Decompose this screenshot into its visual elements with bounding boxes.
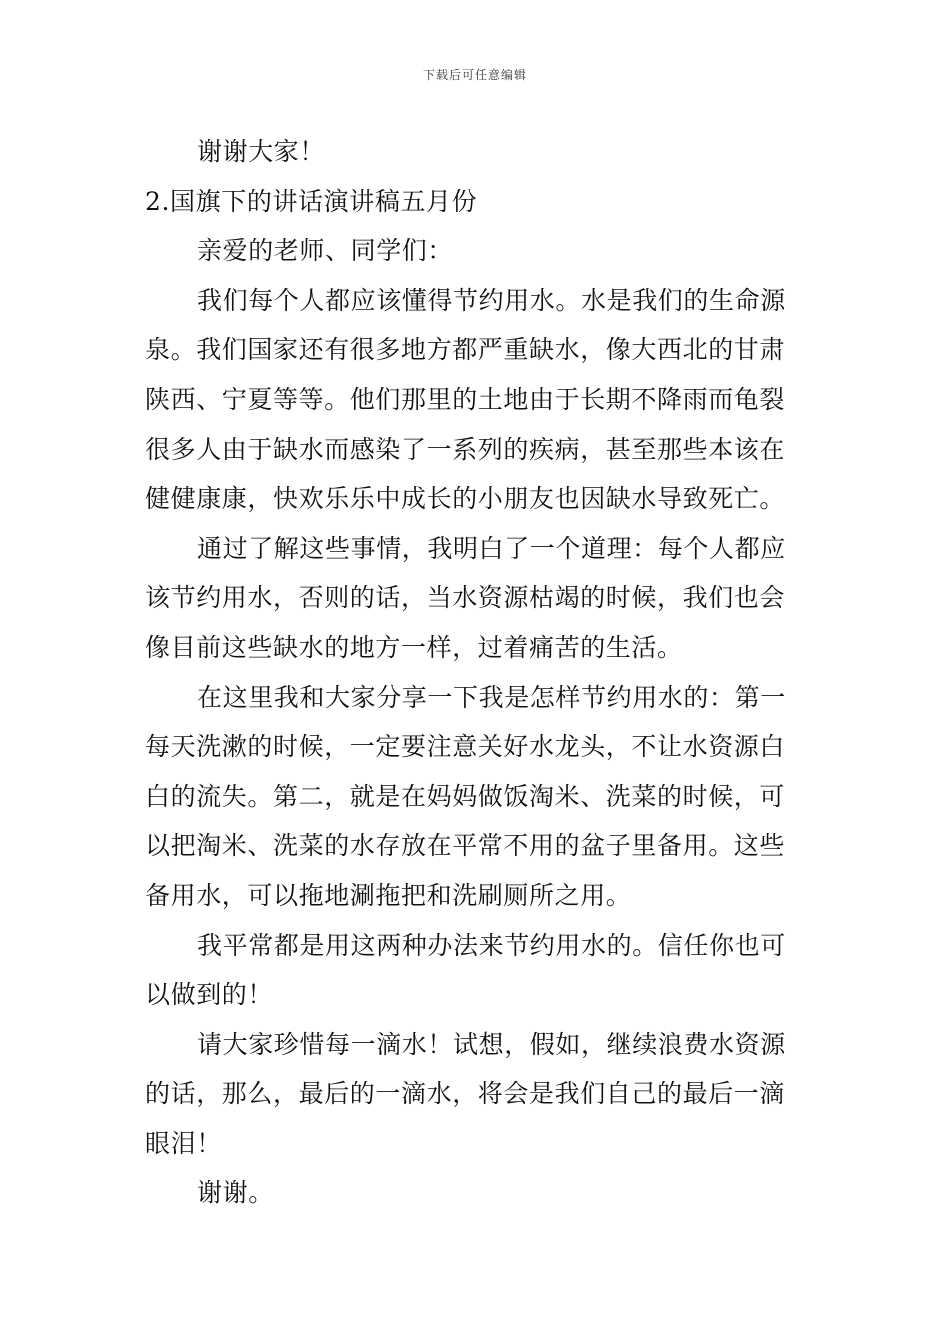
text-line: 像目前这些缺水的地方一样，过着痛苦的生活。 bbox=[145, 632, 683, 662]
text-line: 以把淘米、洗菜的水存放在平常不用的盆子里备用。这些 bbox=[145, 831, 786, 861]
text-line: 眼泪！ bbox=[145, 1128, 222, 1158]
text-line: 以做到的！ bbox=[145, 980, 274, 1010]
section-heading: 2.国旗下的讲话演讲稿五月份 bbox=[145, 186, 478, 216]
text-line: 陕西、宁夏等等。他们那里的土地由于长期不降雨而龟裂 bbox=[145, 384, 786, 414]
text-line: 每天洗漱的时候，一定要注意关好水龙头，不让水资源白 bbox=[145, 732, 786, 762]
text-line: 通过了解这些事情，我明白了一个道理：每个人都应 bbox=[197, 533, 786, 563]
closing-line: 谢谢。 bbox=[197, 1178, 274, 1208]
text-line: 泉。我们国家还有很多地方都严重缺水，像大西北的甘肃 bbox=[145, 335, 786, 365]
document-body bbox=[145, 127, 807, 1218]
text-line: 我平常都是用这两种办法来节约用水的。信任你也可 bbox=[197, 930, 786, 960]
page-header: 下载后可任意编辑 bbox=[422, 68, 527, 82]
text-line: 很多人由于缺水而感染了一系列的疾病，甚至那些本该在 bbox=[145, 434, 786, 464]
text-line: 该节约用水，否则的话，当水资源枯竭的时候，我们也会 bbox=[145, 583, 786, 613]
text-line: 在这里我和大家分享一下我是怎样节约用水的：第一 bbox=[197, 682, 786, 712]
text-line: 谢谢大家！ bbox=[197, 137, 326, 166]
text-line: 备用水，可以拖地涮拖把和洗刷厕所之用。 bbox=[145, 880, 632, 910]
text-line: 健健康康，快欢乐乐中成长的小朋友也因缺水导致死亡。 bbox=[145, 484, 786, 514]
salutation: 亲爱的老师、同学们： bbox=[197, 236, 454, 266]
text-line: 的话，那么，最后的一滴水，将会是我们自己的最后一滴 bbox=[145, 1079, 786, 1109]
text-line: 请大家珍惜每一滴水！试想，假如，继续浪费水资源 bbox=[197, 1029, 786, 1059]
text-line: 白的流失。第二，就是在妈妈做饭淘米、洗菜的时候，可 bbox=[145, 781, 786, 811]
text-line: 我们每个人都应该懂得节约用水。水是我们的生命源 bbox=[197, 285, 786, 315]
